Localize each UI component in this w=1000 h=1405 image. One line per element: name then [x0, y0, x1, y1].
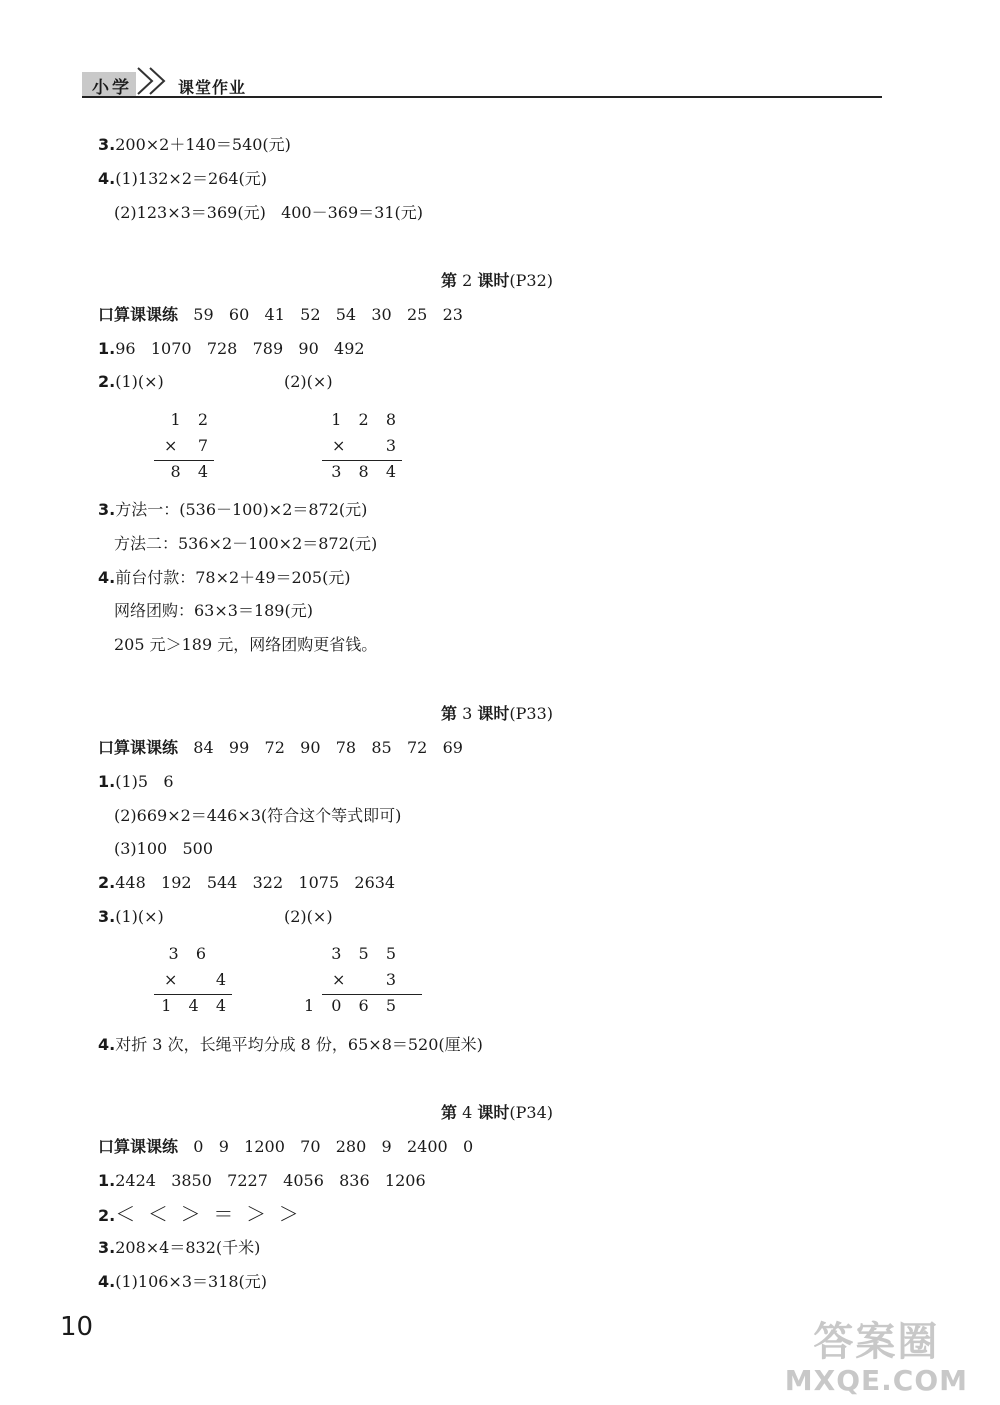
times-sign: × — [164, 436, 178, 455]
watermark-logo — [785, 1318, 968, 1396]
product: 3 8 4 — [331, 462, 402, 481]
watermark-url: MXQE.COM — [784, 1364, 968, 1397]
multiplier: 3 — [385, 436, 402, 455]
product: 1 4 4 — [161, 996, 232, 1015]
times-sign: × — [332, 436, 346, 455]
product: 8 4 — [170, 462, 214, 481]
header-title: 课堂作业 — [178, 78, 247, 97]
oral-practice-line: 口算课课练 59 60 41 52 54 30 25 23 — [98, 305, 463, 324]
double-chevron-icon — [134, 66, 178, 96]
result-line — [154, 994, 232, 995]
result-line — [322, 994, 422, 995]
result-line — [322, 460, 402, 461]
product: 1 0 6 5 — [304, 996, 402, 1015]
vertical-multiplication — [322, 410, 402, 480]
answer-line: 1.(1)5 6 — [98, 772, 174, 791]
answer-line: 3.200×2＋140＝540(元) — [98, 135, 291, 154]
header-rule — [82, 96, 882, 98]
answer-line: 2.(1)(×) — [98, 372, 164, 391]
answer-line: 1.2424 3850 7227 4056 836 1206 — [98, 1171, 426, 1190]
oral-practice-line: 口算课课练 84 99 72 90 78 85 72 69 — [98, 738, 463, 757]
header-school-label: 小学 — [92, 78, 132, 98]
answer-line: 1.96 1070 728 789 90 492 — [98, 339, 365, 358]
multiplicand: 3 5 5 — [331, 944, 402, 963]
answer-line: (2)669×2＝446×3(符合这个等式即可) — [114, 806, 402, 825]
answer-line: 4.前台付款：78×2＋49＝205(元) — [98, 568, 351, 587]
multiplicand: 1 2 — [170, 410, 214, 429]
multiplier: 3 — [385, 970, 402, 989]
page-header — [82, 66, 882, 98]
answer-line: 2.448 192 544 322 1075 2634 — [98, 873, 396, 892]
times-sign: × — [332, 970, 346, 989]
answer-line: 4.(1)132×2＝264(元) — [98, 169, 268, 188]
multiplicand: 3 6 — [168, 944, 212, 963]
answer-line: (3)100 500 — [114, 839, 213, 858]
answer-line: 网络团购：63×3＝189(元) — [114, 601, 313, 620]
vertical-multiplication — [154, 944, 232, 1014]
answer-line: 3.208×4＝832(千米) — [98, 1238, 261, 1257]
vertical-multiplication — [304, 944, 422, 1015]
answer-line: 4.(1)106×3＝318(元) — [98, 1272, 268, 1291]
watermark-title: 答案圈 — [813, 1319, 940, 1365]
multiplicand: 1 2 8 — [331, 410, 402, 429]
answer-line: (2)(×) — [284, 372, 333, 391]
multiplier: 7 — [197, 436, 214, 455]
page-number: 10 — [60, 1312, 94, 1342]
times-sign: × — [164, 970, 178, 989]
multiplier: 4 — [215, 970, 232, 989]
section-title: 第 2 课时(P32) — [441, 271, 553, 290]
answer-line: 3.方法一：(536－100)×2＝872(元) — [98, 500, 368, 519]
answer-line: 2.＜ ＜ ＞ ＝ ＞ ＞ — [98, 1202, 299, 1226]
oral-practice-line: 口算课课练 0 9 1200 70 280 9 2400 0 — [98, 1137, 474, 1156]
answer-line: 205 元＞189 元，网络团购更省钱。 — [114, 635, 378, 654]
vertical-multiplication — [154, 410, 214, 480]
answer-line: (2)123×3＝369(元) 400－369＝31(元) — [114, 203, 423, 222]
answer-line: 4.对折 3 次，长绳平均分成 8 份，65×8＝520(厘米) — [98, 1035, 483, 1054]
result-line — [154, 460, 214, 461]
section-title: 第 4 课时(P34) — [441, 1103, 553, 1122]
section-title: 第 3 课时(P33) — [441, 704, 553, 723]
answer-line: 3.(1)(×) — [98, 907, 164, 926]
answer-line: 方法二：536×2－100×2＝872(元) — [114, 534, 378, 553]
answer-line: (2)(×) — [284, 907, 333, 926]
